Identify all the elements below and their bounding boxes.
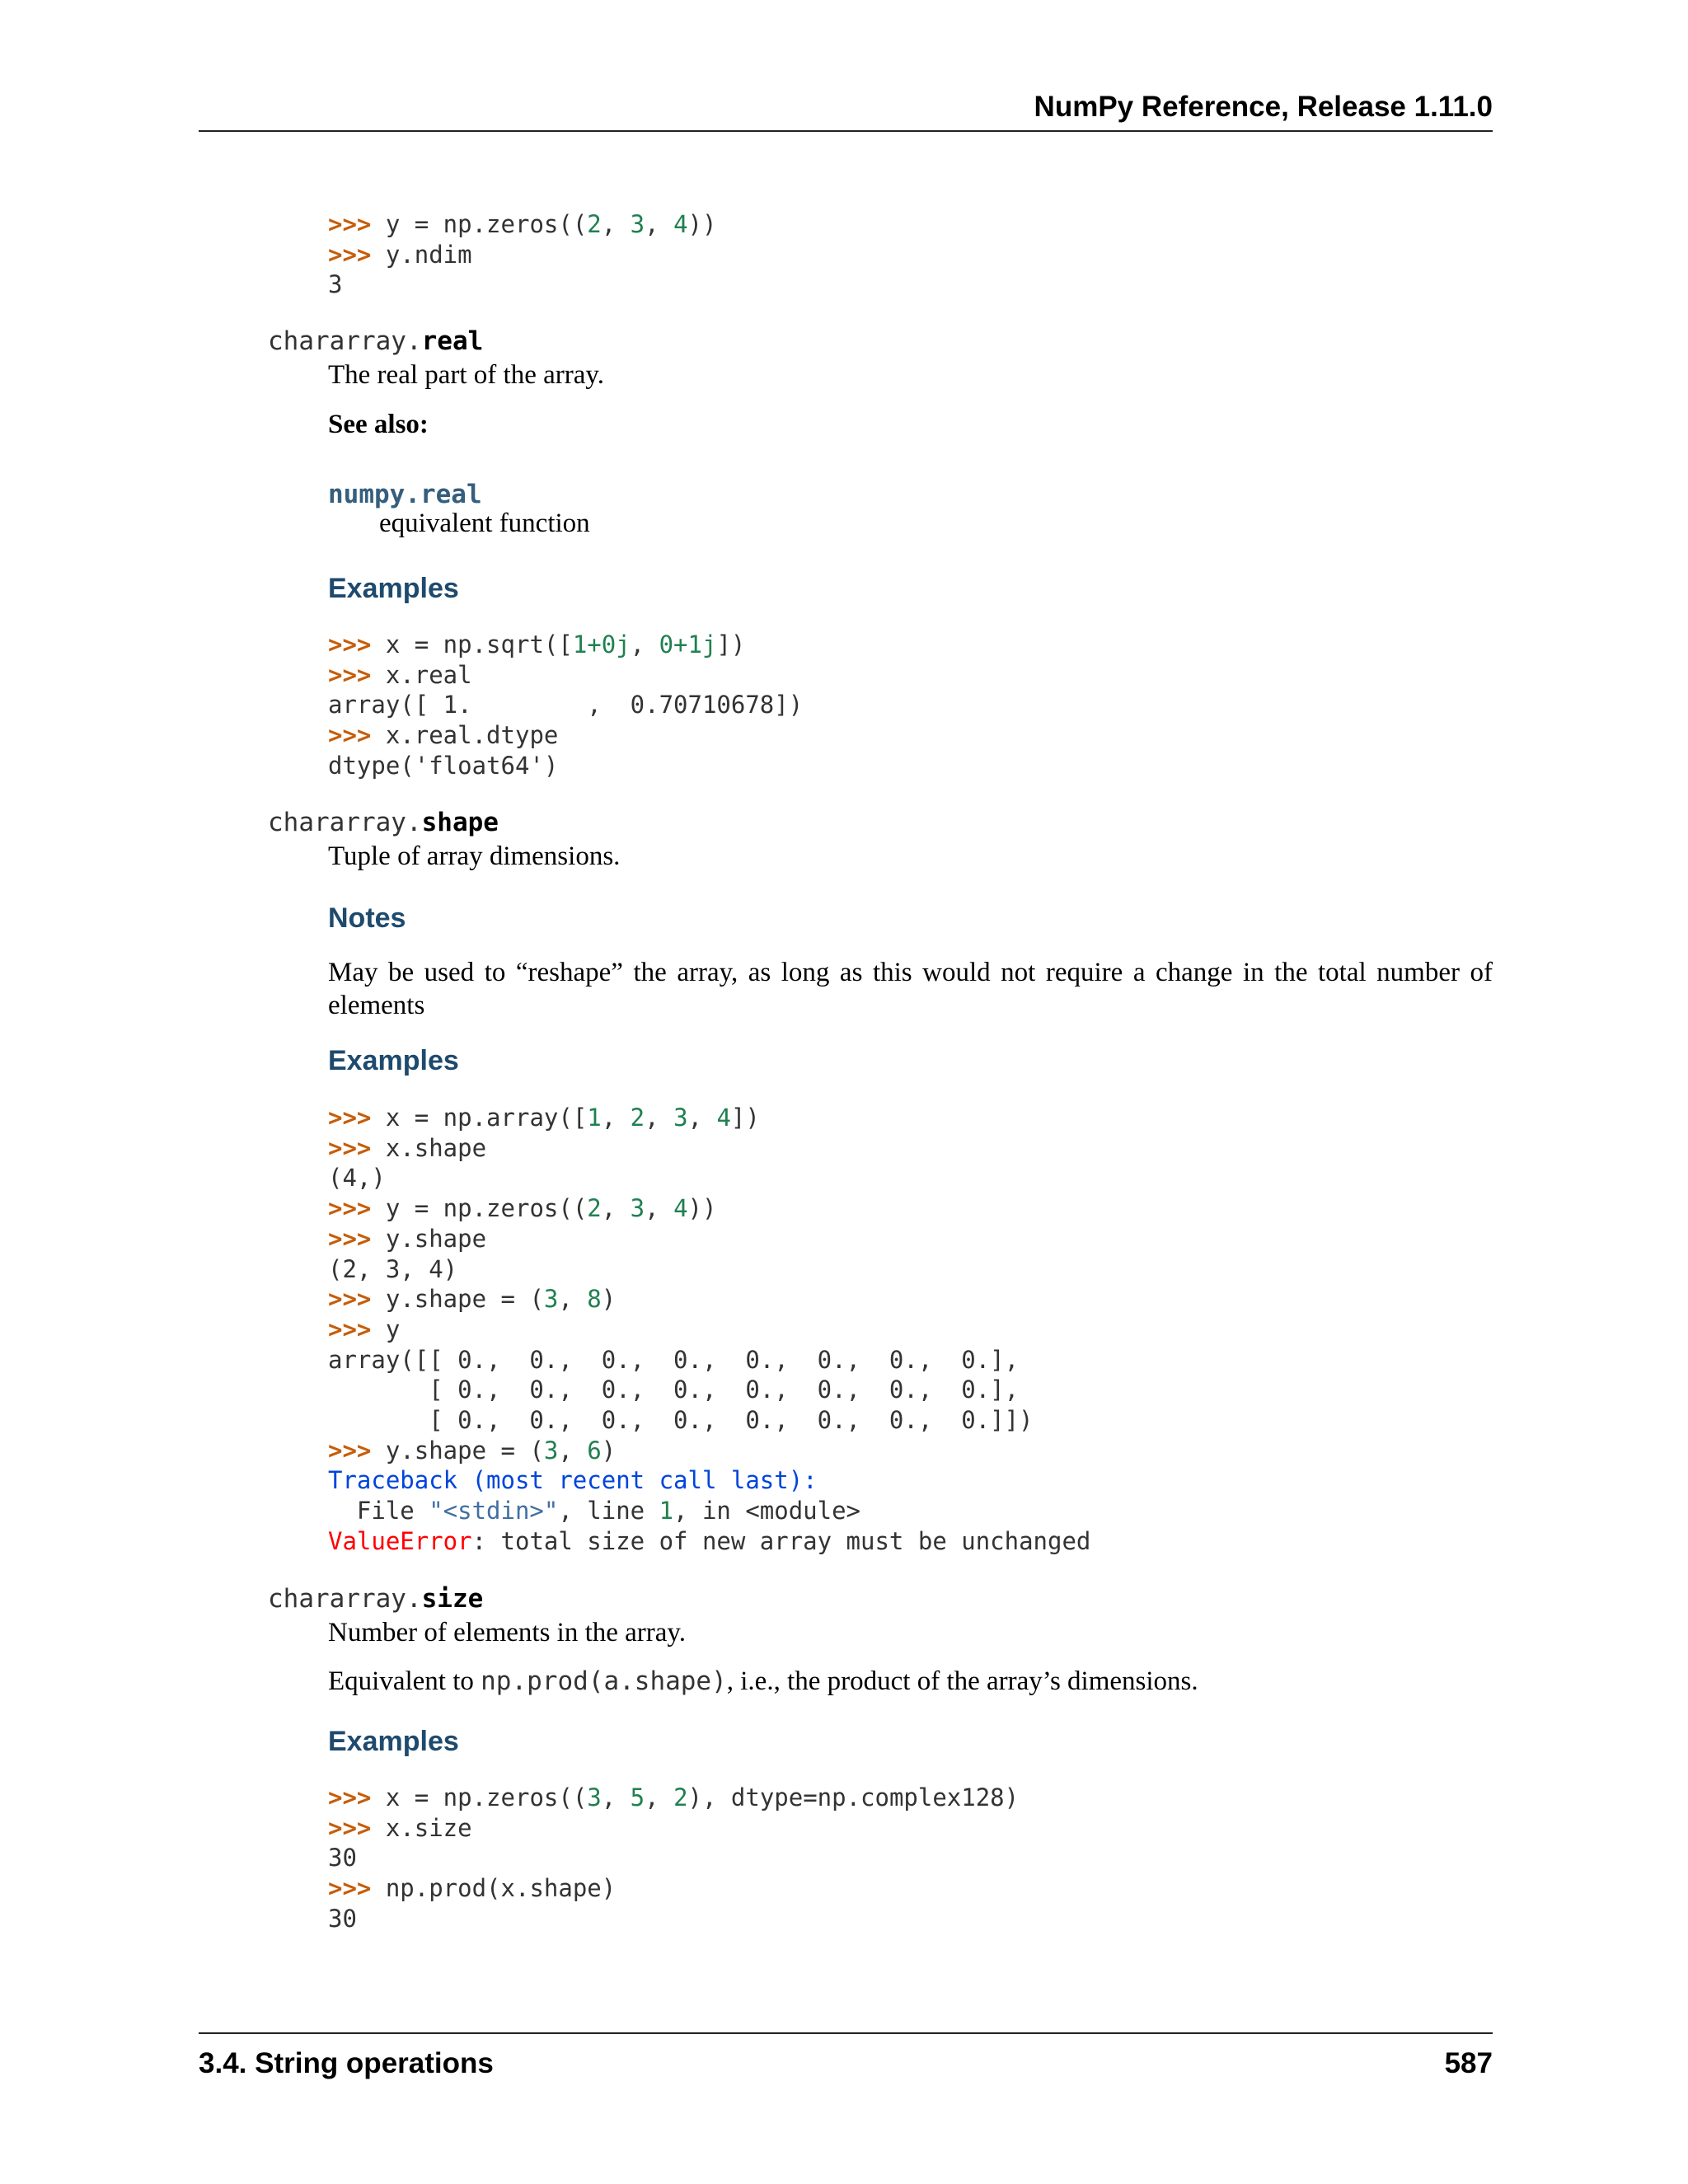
code-text: , [558, 1436, 588, 1465]
real-see-also-desc: equivalent function [379, 509, 590, 538]
code-text: y.ndim [385, 240, 472, 269]
code-text: array([[ 0., 0., 0., 0., 0., 0., 0., 0.], [328, 1345, 1020, 1374]
size-code-block [328, 1783, 1019, 1934]
code-text: ), dtype=np.complex128) [687, 1783, 1020, 1811]
code-text: , [645, 1104, 674, 1132]
code-prompt: >>> [328, 1224, 386, 1253]
code-prompt: >>> [328, 1813, 386, 1842]
code-line [328, 690, 803, 720]
code-text: , [645, 210, 674, 238]
code-prompt: >>> [328, 1194, 386, 1223]
code-number: 5 [630, 1783, 645, 1811]
size-signature [268, 1584, 483, 1614]
code-text: , [601, 1783, 631, 1811]
code-prompt: >>> [328, 1315, 386, 1343]
size-equiv-before: Equivalent to [328, 1666, 481, 1696]
code-number: 3 [543, 1285, 559, 1314]
code-text: y = np.zeros(( [385, 1194, 588, 1223]
real-description: The real part of the array. [328, 360, 604, 390]
code-text: , line [558, 1497, 659, 1526]
code-text: , [687, 1104, 717, 1132]
code-text: File [328, 1497, 429, 1526]
code-text: x.size [385, 1813, 472, 1842]
size-equiv-code: np.prod(a.shape) [481, 1666, 727, 1696]
code-number: 1 [659, 1497, 674, 1526]
code-line [328, 1163, 1090, 1193]
code-number: 4 [673, 210, 688, 238]
code-number: 2 [587, 1194, 602, 1223]
real-sig-name: real [421, 326, 484, 356]
code-text: [ 0., 0., 0., 0., 0., 0., 0., 0.]]) [328, 1406, 1034, 1435]
code-error: ValueError [328, 1526, 472, 1555]
size-sig-name: size [421, 1584, 484, 1614]
code-number: 6 [587, 1436, 602, 1465]
code-text: ]) [716, 630, 746, 658]
code-traceback: Traceback (most recent call last): [328, 1466, 818, 1495]
header-title: NumPy Reference, Release 1.11.0 [1034, 91, 1493, 123]
real-see-also-link[interactable]: numpy.real [328, 480, 482, 509]
code-text: x.real [385, 660, 472, 689]
code-line [328, 1315, 1090, 1345]
code-number: 3 [587, 1783, 602, 1811]
code-text: 3 [328, 270, 343, 299]
code-number: 4 [673, 1194, 688, 1223]
code-line [328, 1813, 1019, 1844]
code-prompt: >>> [328, 1783, 386, 1811]
code-text: (4,) [328, 1164, 386, 1193]
code-prompt: >>> [328, 1133, 386, 1162]
size-description: Number of elements in the array. [328, 1618, 687, 1647]
shape-notes-text: May be used to “reshape” the array, as long as this would not require a change in the total number of elements [328, 958, 1493, 1020]
real-examples-heading: Examples [328, 573, 459, 604]
code-text: x = np.sqrt([ [385, 630, 573, 658]
code-prompt: >>> [328, 1104, 386, 1132]
ndim-code-block [328, 209, 716, 300]
code-text: : total size of new array must be unchanged [471, 1526, 1091, 1555]
code-number: 1+0j [572, 630, 631, 658]
code-text: y = np.zeros(( [385, 210, 588, 238]
code-number: 3 [630, 1194, 645, 1223]
code-text: y.shape [385, 1224, 487, 1253]
shape-sig-name: shape [421, 808, 499, 837]
code-prompt: >>> [328, 240, 386, 269]
code-text: 30 [328, 1904, 357, 1933]
code-text: ) [601, 1285, 617, 1314]
code-line [328, 1904, 1019, 1934]
code-string: "<stdin>" [429, 1497, 559, 1526]
code-text: , [645, 1194, 674, 1223]
page-header [199, 91, 1493, 132]
real-see-also-label: See also: [328, 410, 429, 439]
code-number: 2 [587, 210, 602, 238]
code-text: , [601, 1104, 631, 1132]
code-line [328, 1843, 1019, 1873]
code-line [328, 209, 716, 240]
footer-section-title: 3.4. String operations [199, 2047, 494, 2079]
code-line [328, 660, 803, 691]
code-line [328, 751, 803, 781]
code-line [328, 1284, 1090, 1315]
code-text: , [601, 1194, 631, 1223]
code-line [328, 1496, 1090, 1526]
code-text: , [645, 1783, 674, 1811]
code-text: x.shape [385, 1133, 487, 1162]
code-number: 1 [587, 1104, 602, 1132]
code-line [328, 1103, 1090, 1133]
code-line [328, 720, 803, 751]
code-prompt: >>> [328, 1436, 386, 1465]
page-footer [199, 2032, 1493, 2079]
code-text: (2, 3, 4) [328, 1254, 458, 1283]
code-line [328, 240, 716, 270]
code-line [328, 1193, 1090, 1224]
size-equivalent-text [328, 1666, 1198, 1697]
code-line [328, 1465, 1090, 1496]
code-number: 3 [673, 1104, 688, 1132]
code-text: np.prod(x.shape) [385, 1874, 617, 1903]
code-text: dtype('float64') [328, 751, 559, 780]
code-text: y.shape = ( [385, 1436, 544, 1465]
code-line [328, 269, 716, 300]
code-prompt: >>> [328, 1874, 386, 1903]
code-number: 8 [587, 1285, 602, 1314]
code-line [328, 630, 803, 660]
code-prompt: >>> [328, 630, 386, 658]
code-text: , [558, 1285, 588, 1314]
shape-notes-heading: Notes [328, 902, 406, 934]
code-text: )) [687, 1194, 717, 1223]
code-line [328, 1345, 1090, 1376]
size-sig-prefix: chararray. [268, 1584, 422, 1614]
code-text: , in <module> [673, 1497, 861, 1526]
code-number: 4 [716, 1104, 731, 1132]
shape-code-block [328, 1103, 1090, 1557]
shape-examples-heading: Examples [328, 1045, 459, 1076]
code-text: , [630, 630, 659, 658]
real-signature [268, 326, 483, 356]
code-text: x = np.zeros(( [385, 1783, 588, 1811]
code-line [328, 1133, 1090, 1164]
shape-signature [268, 808, 499, 837]
code-line [328, 1873, 1019, 1904]
shape-sig-prefix: chararray. [268, 808, 422, 837]
code-number: 2 [673, 1783, 688, 1811]
code-prompt: >>> [328, 210, 386, 238]
code-text: array([ 1. , 0.70710678]) [328, 691, 804, 719]
code-line [328, 1405, 1090, 1436]
code-prompt: >>> [328, 721, 386, 750]
code-text: x.real.dtype [385, 721, 559, 750]
code-prompt: >>> [328, 660, 386, 689]
footer-page-number: 587 [1444, 2047, 1493, 2079]
real-code-block [328, 630, 803, 781]
code-line [328, 1783, 1019, 1813]
code-line [328, 1526, 1090, 1557]
real-sig-prefix: chararray. [268, 326, 422, 356]
code-number: 0+1j [659, 630, 717, 658]
size-equiv-after: , i.e., the product of the array’s dimensions. [726, 1666, 1198, 1696]
code-text: y.shape = ( [385, 1285, 544, 1314]
code-prompt: >>> [328, 1285, 386, 1314]
code-line [328, 1224, 1090, 1254]
code-text: ]) [730, 1104, 760, 1132]
code-number: 3 [630, 210, 645, 238]
code-text: [ 0., 0., 0., 0., 0., 0., 0., 0.], [328, 1376, 1020, 1404]
code-line [328, 1436, 1090, 1466]
code-text: , [601, 210, 631, 238]
code-text: y [385, 1315, 401, 1343]
code-text: )) [687, 210, 717, 238]
code-text: x = np.array([ [385, 1104, 588, 1132]
code-text: ) [601, 1436, 617, 1465]
size-examples-heading: Examples [328, 1726, 459, 1757]
code-number: 2 [630, 1104, 645, 1132]
shape-description: Tuple of array dimensions. [328, 841, 621, 871]
code-line [328, 1375, 1090, 1405]
code-number: 3 [543, 1436, 559, 1465]
code-line [328, 1254, 1090, 1285]
code-text: 30 [328, 1844, 357, 1872]
